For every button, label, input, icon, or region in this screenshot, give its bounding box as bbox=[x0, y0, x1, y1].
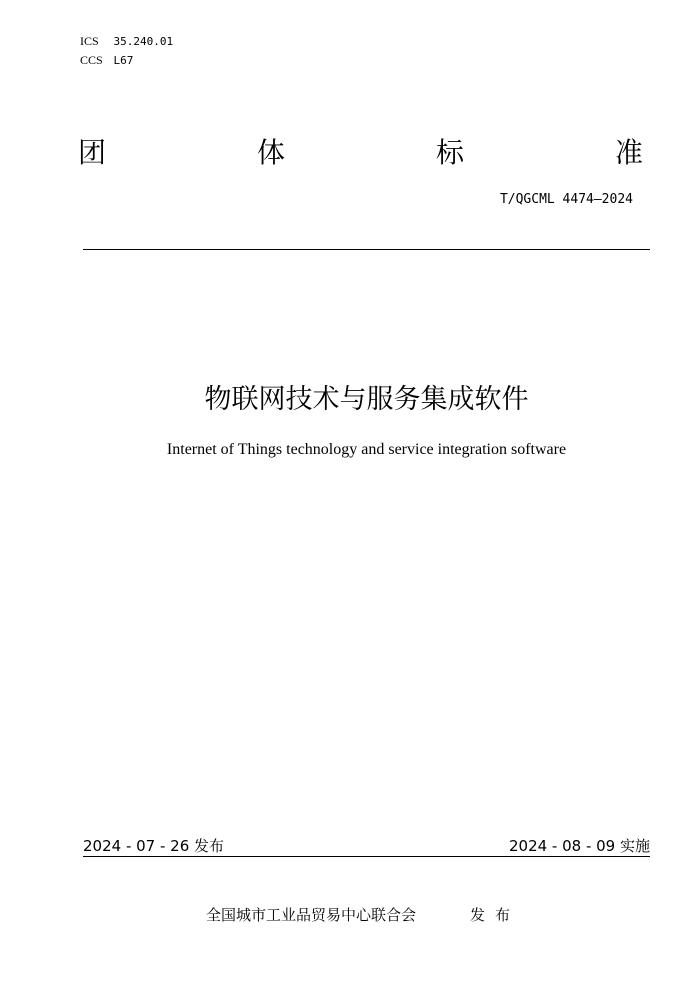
ics-label: ICS bbox=[80, 34, 99, 48]
release-date: 2024 - 07 - 26 发布 bbox=[83, 837, 225, 855]
publisher-name: 全国城市工业品贸易中心联合会 bbox=[206, 906, 417, 924]
standard-type-char-2: 体 bbox=[257, 136, 286, 169]
ccs-code: L67 bbox=[113, 54, 134, 67]
ics-classification bbox=[80, 34, 173, 49]
implementation-date: 2024 - 08 - 09 实施 bbox=[508, 837, 650, 855]
footer-divider bbox=[83, 856, 650, 857]
title-english: Internet of Things technology and service integration software bbox=[166, 441, 567, 458]
ccs-label: CCS bbox=[80, 53, 103, 67]
standard-type-char-4: 准 bbox=[615, 136, 644, 169]
standard-number: T/QGCML 4474—2024 bbox=[499, 192, 633, 207]
ics-code: 35.240.01 bbox=[113, 35, 174, 48]
header-divider bbox=[83, 249, 650, 250]
standard-type-char-3: 标 bbox=[436, 136, 465, 169]
ccs-classification bbox=[80, 53, 133, 68]
title-chinese: 物联网技术与服务集成软件 bbox=[204, 384, 529, 415]
publish-label: 发布 bbox=[470, 906, 521, 924]
standard-type-char-1: 团 bbox=[78, 136, 107, 169]
